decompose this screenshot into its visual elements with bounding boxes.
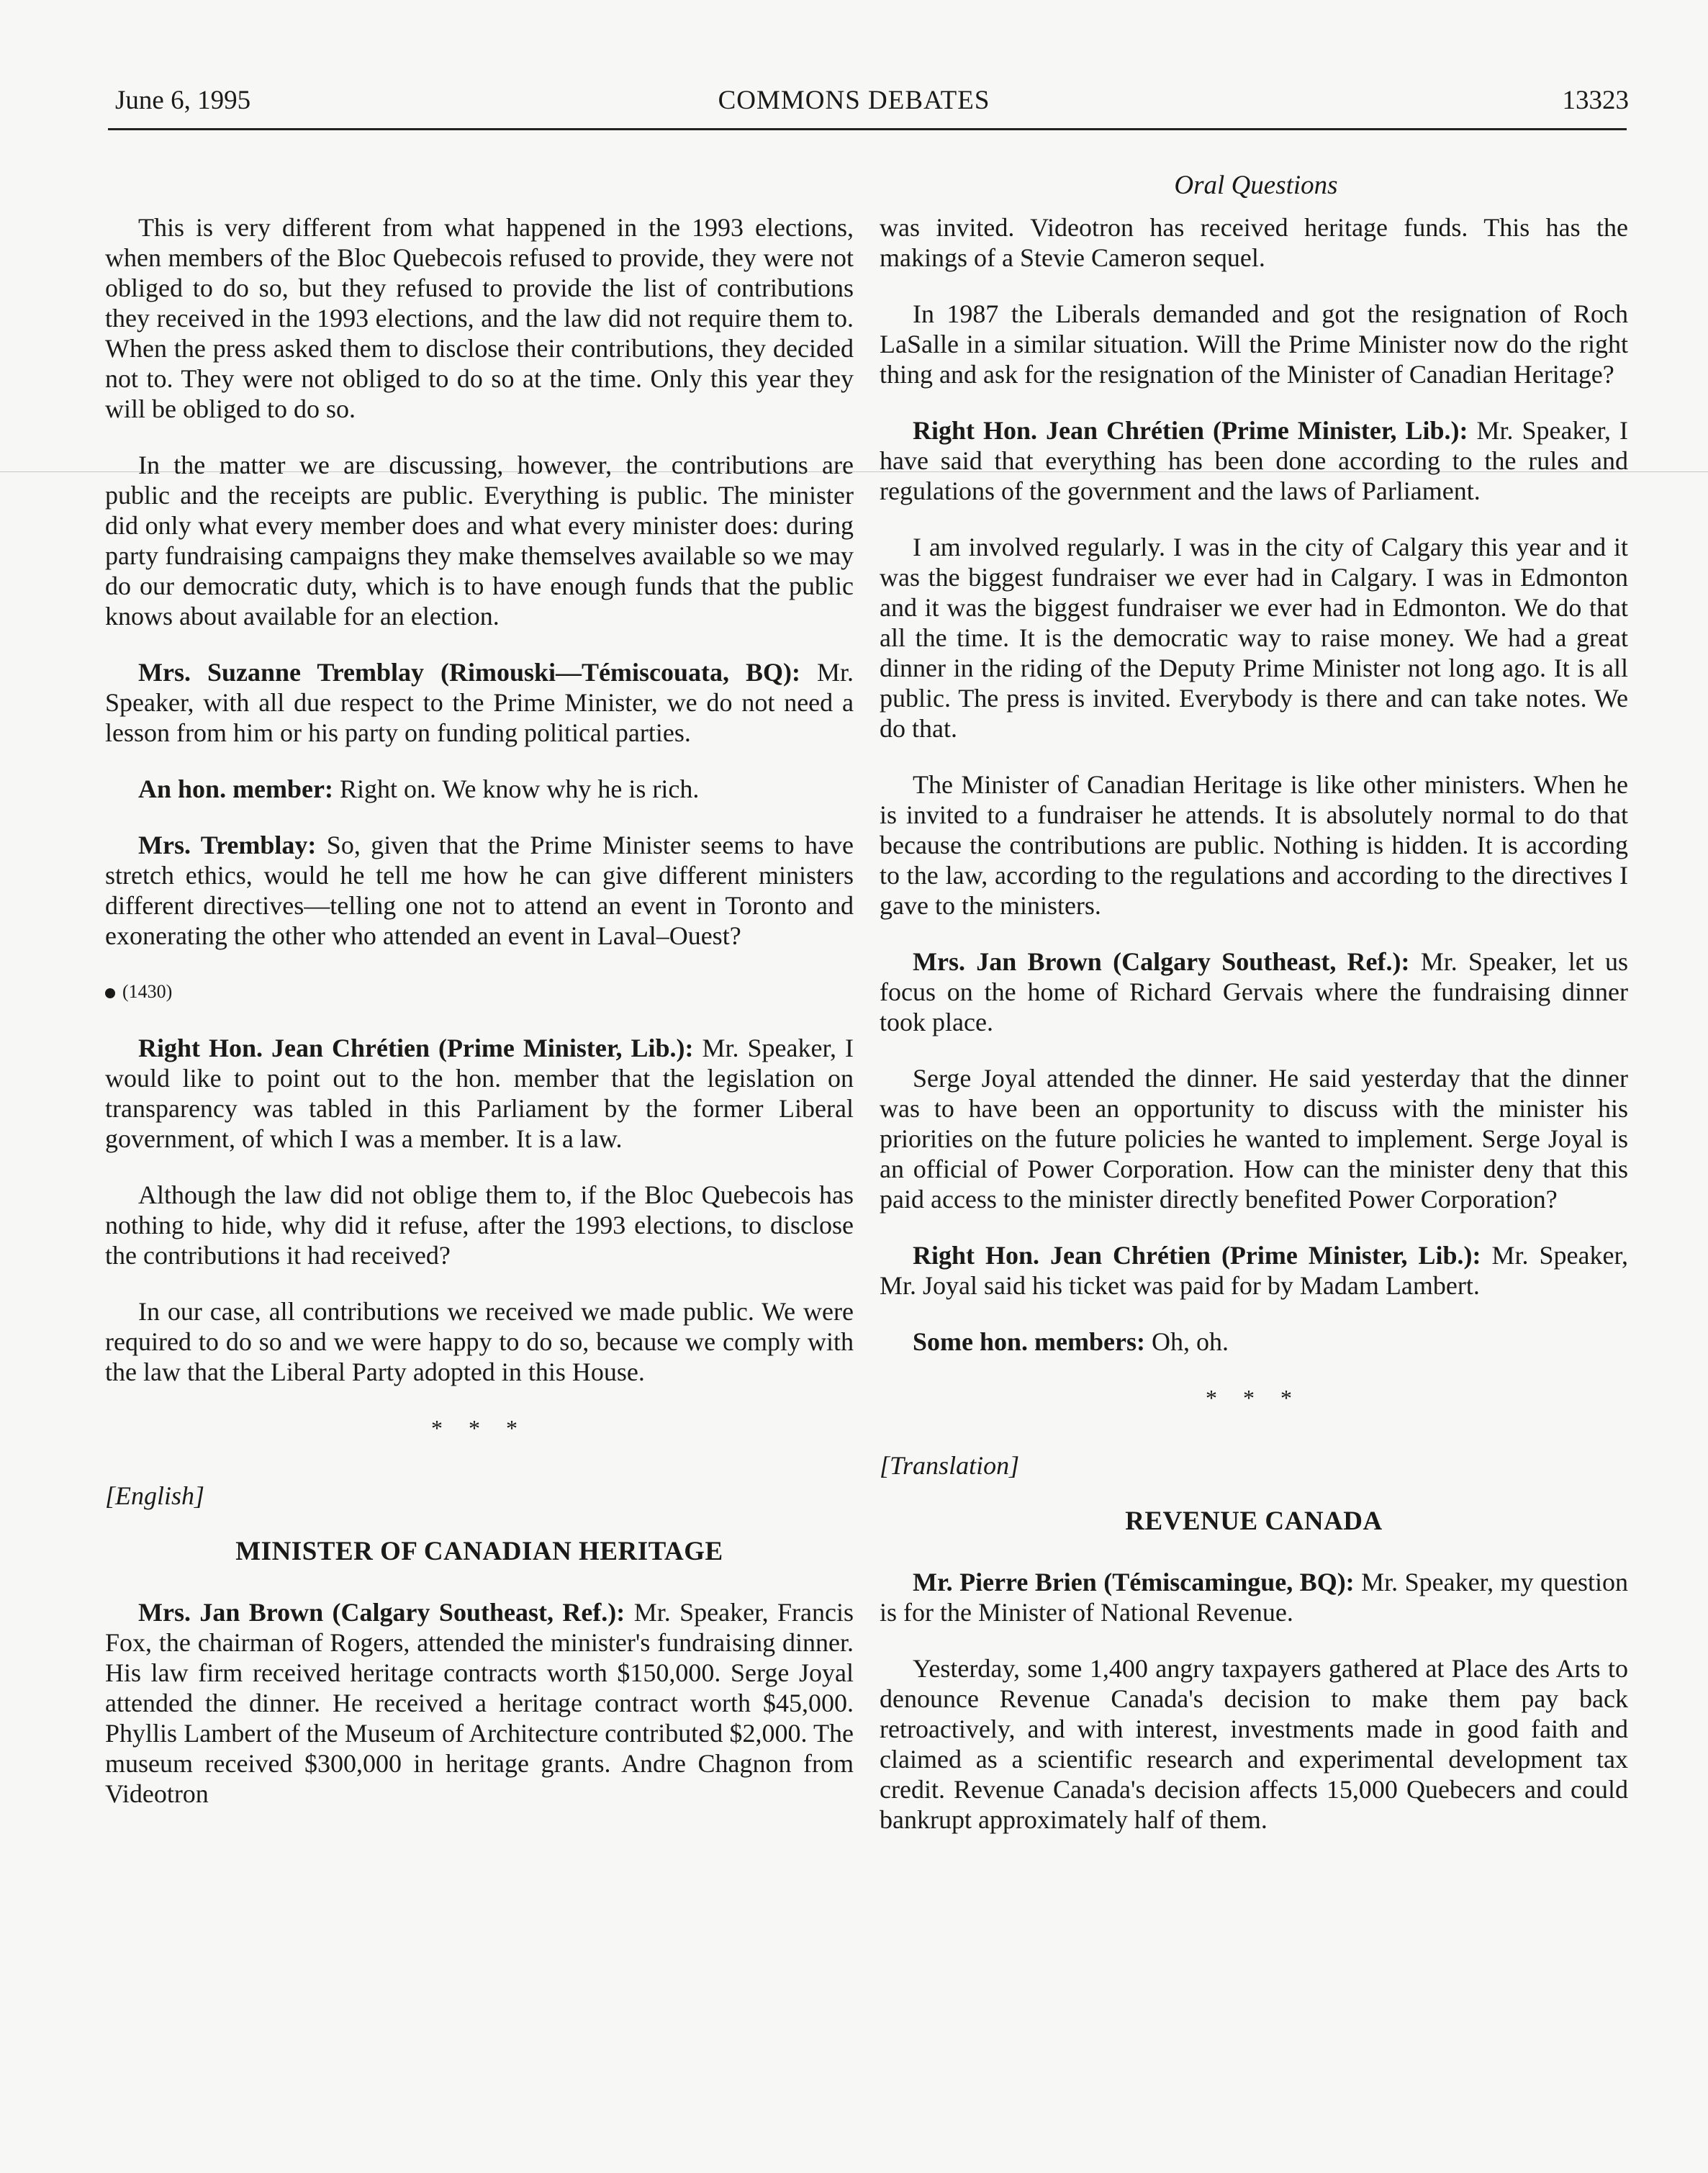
paragraph: In the matter we are discussing, however, the contributions are public and the receipts are public. Everything is public. The minister did only what every member does and what every minister does: during party fundraising campaigns they make themselves available so we may do our democratic duty, which is to have enough funds that the public knows about available for an election. (105, 451, 854, 631)
speaker-name: Mr. Pierre Brien (Témiscamingue, BQ): (913, 1568, 1355, 1596)
speech-paragraph (105, 774, 854, 804)
language-tag: [English] (105, 1481, 205, 1510)
speech-text: Mr. Speaker, with all due respect to the Prime Minister, we do not need a lesson from him or his party on funding political parties. (105, 658, 854, 747)
paragraph: was invited. Videotron has received heritage funds. This has the makings of a Stevie Cameron sequel. (880, 213, 1628, 272)
timecode (105, 977, 854, 1007)
paragraph: In our case, all contributions we received we made public. We were required to do so and we were happy to do so, because we comply with the law that the Liberal Party adopted in this House. (105, 1297, 854, 1386)
speech-paragraph (880, 415, 1628, 506)
timecode-text: (1430) (122, 981, 173, 1002)
speech-text: Mr. Speaker, my question is for the Minister of National Revenue. (880, 1568, 1628, 1627)
paragraph: Yesterday, some 1,400 angry taxpayers gathered at Place des Arts to denounce Revenue Canada's decision to make them pay back retroactively, and with interest, investments made in good faith and claimed as a scientific research and experimental development tax credit. Revenue Canada's decision affects 15,000 Quebecers and could bankrupt approximately half of them. (880, 1654, 1628, 1834)
speech-paragraph (880, 947, 1628, 1037)
speech-paragraph (880, 1240, 1628, 1301)
speech-paragraph (105, 657, 854, 748)
speaker-name: Right Hon. Jean Chrétien (Prime Minister, Lib.): (913, 416, 1468, 445)
speaker-name: Mrs. Tremblay: (138, 831, 317, 859)
section-separator: * * * (431, 1415, 528, 1441)
speaker-name: Mrs. Jan Brown (Calgary Southeast, Ref.): (913, 947, 1410, 976)
page-number: 13323 (1562, 86, 1629, 115)
language-tag: [Translation] (880, 1451, 1020, 1480)
left-column (105, 212, 854, 1835)
speaker-name: Right Hon. Jean Chrétien (Prime Minister, Lib.): (913, 1241, 1481, 1270)
paragraph: This is very different from what happened in the 1993 elections, when members of the Bloc Quebecois refused to provide, they were not obliged to do so, but they refused to provide the list of contributions they received in the 1993 elections, and the law did not require them to. When the press asked them to disclose their contributions, they decided not to. They were not obliged to do so at the time. Only this year they will be obliged to do so. (105, 213, 854, 423)
speech-paragraph (105, 1033, 854, 1154)
bullet-icon (105, 988, 115, 998)
paragraph: Although the law did not oblige them to, if the Bloc Quebecois has nothing to hide, why did it refuse, after the 1993 elections, to disclose the contributions it had received? (105, 1180, 854, 1270)
speech-text: Right on. We know why he is rich. (333, 774, 700, 803)
section-heading: MINISTER OF CANADIAN HERITAGE (235, 1537, 723, 1566)
paragraph: Serge Joyal attended the dinner. He said yesterday that the dinner was to have been an opportunity to discuss with the minister his priorities on the future policies he wanted to implement. Serge Joyal is an official of Power Corporation. How can the minister deny that this paid access to the minister directly benefited Power Corporation? (880, 1064, 1628, 1214)
speaker-name: Right Hon. Jean Chrétien (Prime Minister, Lib.): (138, 1034, 694, 1062)
speech-text: Mr. Speaker, I have said that everything has been done according to the rules and regulations of the government and the laws of Parliament. (880, 416, 1628, 505)
speech-text: So, given that the Prime Minister seems to have stretch ethics, would he tell me how he can give different ministers different directives—telling one not to attend an event in Toronto and exonerating the other who attended an event in Laval–Ouest? (105, 831, 854, 950)
speech-paragraph (105, 1597, 854, 1809)
section-tag: Oral Questions (1174, 171, 1338, 200)
speech-text: Mr. Speaker, Mr. Joyal said his ticket was paid for by Madam Lambert. (880, 1241, 1629, 1300)
right-column (880, 212, 1628, 1861)
section-separator: * * * (1206, 1385, 1302, 1411)
section-heading: REVENUE CANADA (1125, 1506, 1383, 1536)
speech-paragraph (105, 830, 854, 951)
paragraph: The Minister of Canadian Heritage is like other ministers. When he is invited to a fundraiser he attends. It is absolutely normal to do that because the contributions are public. Nothing is hidden. It is according to the law, according to the regulations and according to the directives I gave to the ministers. (880, 770, 1628, 920)
header-date: June 6, 1995 (115, 86, 251, 115)
speaker-name: Some hon. members: (913, 1327, 1145, 1356)
language-name: English (115, 1481, 195, 1510)
speaker-name: Mrs. Jan Brown (Calgary Southeast, Ref.): (138, 1598, 625, 1627)
paragraph: In 1987 the Liberals demanded and got the resignation of Roch LaSalle in a similar situation. Will the Prime Minister now do the right thing and ask for the resignation of the Minister of Canadian Heritage? (880, 299, 1628, 389)
header-title: COMMONS DEBATES (718, 86, 990, 115)
language-name: Translation (890, 1451, 1010, 1480)
speaker-name: An hon. member: (138, 774, 333, 803)
speech-text: Mr. Speaker, Francis Fox, the chairman of Rogers, attended the minister's fundraising dinner. His law firm received heritage contracts worth $150,000. Serge Joyal attended the dinner. He received a heritage contract worth $45,000. Phyllis Lambert of the Museum of Architecture contributed $2,000. The museum received $300,000 in heritage grants. Andre Chagnon from Videotron (105, 1598, 854, 1808)
speech-paragraph (880, 1567, 1628, 1627)
speech-text: Mr. Speaker, I would like to point out to the hon. member that the legislation on transparency was tabled in this Parliament by the former Liberal government, of which I was a member. It is a law. (105, 1034, 854, 1153)
speech-text: Mr. Speaker, let us focus on the home of Richard Gervais where the fundraising dinner took place. (880, 947, 1628, 1036)
speech-text: Oh, oh. (1144, 1327, 1229, 1356)
paragraph: I am involved regularly. I was in the city of Calgary this year and it was the biggest fundraiser we ever had in Calgary. I was in Edmonton and it was the biggest fundraiser we ever had in Edmonton. We do that all the time. It is the democratic way to raise money. We had a great dinner in the riding of the Deputy Prime Minister not long ago. It is all public. The press is invited. Everybody is there and can take notes. We do that. (880, 533, 1628, 743)
speaker-name: Mrs. Suzanne Tremblay (Rimouski—Témiscouata, BQ): (138, 658, 800, 687)
header-rule (108, 128, 1627, 130)
speech-paragraph (880, 1327, 1628, 1357)
